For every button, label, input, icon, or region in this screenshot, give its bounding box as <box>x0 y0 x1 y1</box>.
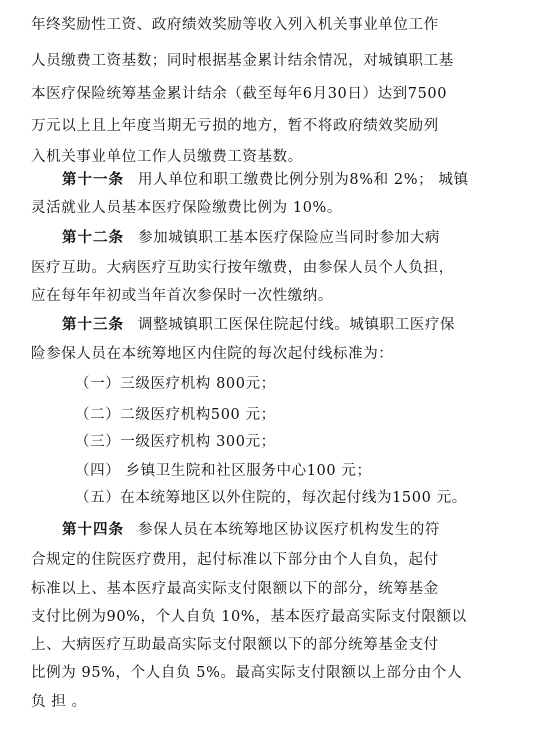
paragraph-line: 人员缴费工资基数；同时根据基金累计结余情况，对城镇职工基 <box>31 53 454 69</box>
list-item: （四） 乡镇卫生院和社区服务中心100 元； <box>75 463 372 479</box>
article-14-line <box>62 518 526 542</box>
list-item: （三）一级医疗机构 300元； <box>75 434 276 450</box>
paragraph-line: 负 担 。 <box>31 694 87 710</box>
list-item: （五）在本统筹地区以外住院的，每次起付线为1500 元。 <box>75 490 467 506</box>
paragraph-line: 险参保人员在本统筹地区内住院的每次起付线标准为： <box>31 346 394 362</box>
paragraph-line: 应在每年年初或当年首次参保时一次性缴纳。 <box>31 288 333 304</box>
paragraph-line: 支付比例为90%，个人自负 10%，基本医疗最高实际支付限额以 <box>31 609 467 625</box>
article-text: 参加城镇职工基本医疗保险应当同时参加大病 <box>138 230 440 246</box>
paragraph-line: 年终奖励性工资、政府绩效奖励等收入列入机关事业单位工作 <box>31 17 439 33</box>
article-11-line <box>62 168 526 192</box>
article-text: 调整城镇职工医保住院起付线。城镇职工医疗保 <box>138 317 456 333</box>
paragraph-line: 医疗互助。大病医疗互助实行按年缴费，由参保人员个人负担， <box>31 260 454 276</box>
paragraph-line: 本医疗保险统筹基金累计结余（截至每年6月30日）达到7500 <box>31 86 448 102</box>
article-text: 用人单位和职工缴费比例分别为8%和 2%； 城镇 <box>138 172 469 188</box>
paragraph-line: 万元以上且上年度当期无亏损的地方，暂不将政府绩效奖励列 <box>31 118 439 134</box>
paragraph-line: 比例为 95%，个人自负 5%。最高实际支付限额以上部分由个人 <box>31 665 463 681</box>
paragraph-line: 入机关事业单位工作人员缴费工资基数。 <box>31 149 303 165</box>
list-item: （二）二级医疗机构500 元； <box>75 407 276 423</box>
paragraph-line: 标准以上、基本医疗最高实际支付限额以下的部分，统筹基金 <box>31 581 439 597</box>
article-13-line <box>62 313 526 337</box>
article-heading: 第十四条 <box>62 521 124 538</box>
article-heading: 第十三条 <box>62 316 124 333</box>
list-item: （一）三级医疗机构 800元； <box>75 376 276 392</box>
article-12-line <box>62 226 526 250</box>
paragraph-line: 上、大病医疗互助最高实际支付限额以下的部分统筹基金支付 <box>31 637 439 653</box>
article-text: 参保人员在本统筹地区协议医疗机构发生的符 <box>138 522 440 538</box>
paragraph-line: 灵活就业人员基本医疗保险缴费比例为 10%。 <box>31 200 343 216</box>
paragraph-line: 合规定的住院医疗费用，起付标准以下部分由个人自负，起付 <box>31 552 439 568</box>
article-heading: 第十一条 <box>62 171 124 188</box>
article-heading: 第十二条 <box>62 229 124 246</box>
